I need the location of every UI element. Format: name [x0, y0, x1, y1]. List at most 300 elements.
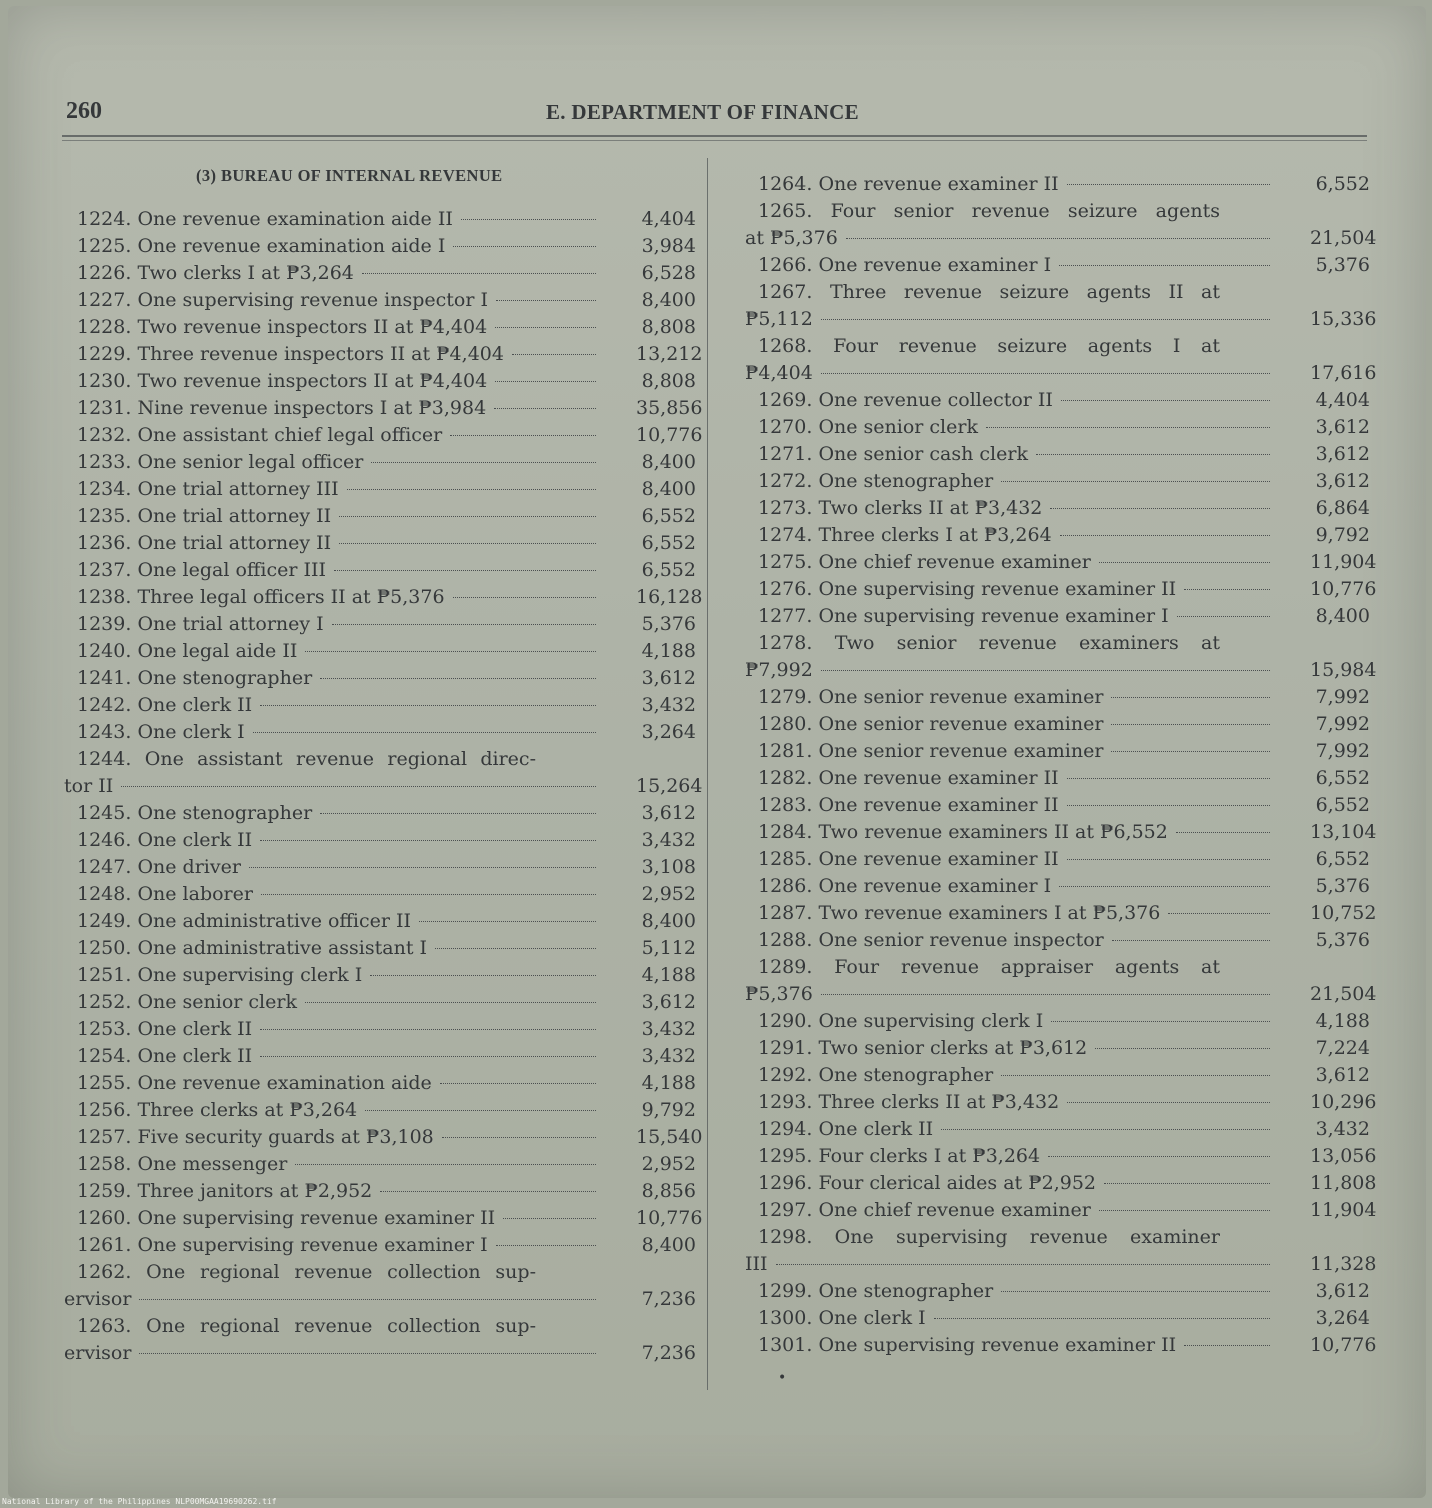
- line-item: [745, 765, 1370, 792]
- item-amount: 5,112: [641, 937, 696, 959]
- item-amount: 7,992: [1315, 740, 1370, 762]
- item-number: 1246.: [77, 829, 132, 851]
- item-amount: 8,400: [641, 289, 696, 311]
- item-amount: 9,792: [641, 1099, 696, 1121]
- item-description: One legal officer III: [137, 559, 327, 581]
- line-item: [64, 692, 696, 719]
- item-number: 1248.: [77, 883, 132, 905]
- item-amount: 2,952: [641, 883, 696, 905]
- item-number: 1299.: [758, 1280, 813, 1302]
- item-amount: 8,400: [641, 1234, 696, 1256]
- item-amount: 6,552: [1315, 794, 1370, 816]
- line-item: [64, 935, 696, 962]
- dot-leader: [370, 975, 596, 976]
- item-description: One assistant revenue regional direc-: [144, 748, 536, 770]
- item-description: One revenue examiner II: [818, 767, 1059, 789]
- line-item: [64, 1151, 696, 1178]
- item-number: 1255.: [77, 1072, 132, 1094]
- dot-leader: [332, 624, 596, 625]
- dot-leader: [1111, 724, 1270, 725]
- item-description: One supervising clerk I: [137, 964, 363, 986]
- dot-leader: [320, 678, 596, 679]
- item-description: One senior legal officer: [137, 451, 364, 473]
- item-description: Four clerks I at ₱3,264: [818, 1145, 1041, 1167]
- line-item: [64, 1205, 703, 1232]
- line-item: [745, 684, 1370, 711]
- item-description: One administrative officer II: [137, 910, 412, 932]
- item-amount: 8,400: [1315, 605, 1370, 627]
- item-amount: 6,552: [641, 532, 696, 554]
- item-description: One supervising revenue examiner: [834, 1226, 1220, 1248]
- item-amount: 8,856: [641, 1180, 696, 1202]
- item-amount: 5,376: [1315, 929, 1370, 951]
- dot-leader: [461, 219, 596, 220]
- item-description: Two revenue inspectors II at ₱4,404: [137, 370, 488, 392]
- item-description: Three clerks I at ₱3,264: [818, 524, 1052, 546]
- item-amount: 6,552: [1315, 173, 1370, 195]
- item-number: 1231.: [77, 397, 132, 419]
- item-amount: 3,612: [641, 991, 696, 1013]
- item-description: One trial attorney I: [137, 613, 324, 635]
- dot-leader: [261, 894, 596, 895]
- line-item: [64, 476, 696, 503]
- line-item: [745, 279, 1377, 333]
- dot-leader: [494, 408, 596, 409]
- item-description: Two senior clerks at ₱3,612: [818, 1037, 1088, 1059]
- item-number: 1263.: [77, 1315, 132, 1337]
- item-amount: 8,808: [641, 316, 696, 338]
- item-description: Two clerks II at ₱3,432: [818, 497, 1043, 519]
- dot-leader: [139, 1299, 596, 1300]
- dot-leader: [986, 427, 1270, 428]
- item-description: One stenographer: [818, 1064, 994, 1086]
- dot-leader: [934, 1318, 1270, 1319]
- dot-leader: [435, 948, 596, 949]
- line-item: [64, 665, 696, 692]
- item-description: Nine revenue inspectors I at ₱3,984: [137, 397, 487, 419]
- line-item: [64, 611, 696, 638]
- item-number: 1285.: [758, 848, 813, 870]
- line-item: [745, 900, 1377, 927]
- item-amount: 4,404: [641, 208, 696, 230]
- line-item: [64, 1124, 703, 1151]
- item-number: 1283.: [758, 794, 813, 816]
- line-item: [745, 819, 1377, 846]
- item-number: 1226.: [77, 262, 132, 284]
- line-item: [745, 873, 1370, 900]
- line-item: [64, 557, 696, 584]
- item-description: One chief revenue examiner: [818, 1199, 1091, 1221]
- item-description: One trial attorney III: [137, 478, 339, 500]
- item-number: 1265.: [758, 200, 813, 222]
- line-item: [745, 846, 1370, 873]
- line-item: [64, 260, 696, 287]
- item-amount: 6,552: [1315, 767, 1370, 789]
- line-item: [745, 1278, 1370, 1305]
- item-amount: 3,612: [1315, 416, 1370, 438]
- item-number: 1232.: [77, 424, 132, 446]
- item-amount: 21,504: [1310, 227, 1377, 249]
- item-amount: 3,432: [1315, 1118, 1370, 1140]
- item-amount: 3,432: [641, 829, 696, 851]
- line-item: [64, 1178, 696, 1205]
- line-item: [745, 711, 1370, 738]
- item-description: One supervising revenue examiner II: [818, 1334, 1177, 1356]
- line-item-text: [745, 333, 1220, 360]
- dot-leader: [821, 994, 1270, 995]
- line-item: [64, 341, 703, 368]
- dot-leader: [1001, 1291, 1270, 1292]
- item-amount: 15,984: [1310, 659, 1377, 681]
- dot-leader: [503, 1218, 596, 1219]
- item-description: Three clerks at ₱3,264: [137, 1099, 358, 1121]
- line-item: [745, 549, 1377, 576]
- item-amount: 11,328: [1310, 1253, 1377, 1275]
- line-item: [745, 954, 1377, 1008]
- item-amount: 4,188: [641, 1072, 696, 1094]
- dot-leader: [1099, 562, 1270, 563]
- line-item: [745, 1305, 1370, 1332]
- item-description: One supervising clerk I: [818, 1010, 1044, 1032]
- item-description: One clerk II: [137, 1045, 253, 1067]
- line-item: [64, 989, 696, 1016]
- item-number: 1259.: [77, 1180, 132, 1202]
- item-amount: 3,612: [1315, 1280, 1370, 1302]
- line-item: [64, 395, 703, 422]
- line-item: [64, 1259, 696, 1313]
- dot-leader: [1184, 589, 1270, 590]
- dot-leader: [249, 867, 596, 868]
- item-amount: 2,952: [641, 1153, 696, 1175]
- line-item: [64, 1097, 696, 1124]
- dot-leader: [260, 1029, 596, 1030]
- item-description: One assistant chief legal officer: [137, 424, 443, 446]
- item-number: 1229.: [77, 343, 132, 365]
- item-number: 1286.: [758, 875, 813, 897]
- item-description: One senior clerk: [818, 416, 978, 438]
- item-description: One stenographer: [137, 667, 313, 689]
- line-item: [745, 1332, 1377, 1359]
- item-description: Two clerks I at ₱3,264: [137, 262, 354, 284]
- item-amount: 3,612: [641, 802, 696, 824]
- item-amount: 3,984: [641, 235, 696, 257]
- line-item: [745, 198, 1377, 252]
- line-item: [64, 1070, 696, 1097]
- item-amount: 15,264: [636, 775, 703, 797]
- item-number: 1260.: [77, 1207, 132, 1229]
- item-number: 1272.: [758, 470, 813, 492]
- dot-leader: [419, 921, 596, 922]
- dot-leader: [440, 1083, 596, 1084]
- line-item: [64, 314, 696, 341]
- dot-leader: [821, 373, 1270, 374]
- item-description: One revenue examiner II: [818, 848, 1059, 870]
- dot-leader: [334, 570, 596, 571]
- item-description: One trial attorney II: [137, 532, 332, 554]
- dot-leader: [260, 705, 596, 706]
- item-description-continued: ervisor: [64, 1342, 132, 1364]
- item-description: One trial attorney II: [137, 505, 332, 527]
- item-description: One revenue examination aide: [137, 1072, 432, 1094]
- item-number: 1243.: [77, 721, 132, 743]
- item-number: 1227.: [77, 289, 132, 311]
- item-number: 1298.: [758, 1226, 813, 1248]
- item-number: 1290.: [758, 1010, 813, 1032]
- dot-leader: [442, 1137, 596, 1138]
- item-number: 1288.: [758, 929, 813, 951]
- item-number: 1294.: [758, 1118, 813, 1140]
- item-number: 1244.: [77, 748, 132, 770]
- item-amount: 10,776: [1310, 578, 1377, 600]
- item-number: 1297.: [758, 1199, 813, 1221]
- item-description: One stenographer: [137, 802, 313, 824]
- line-item: [745, 576, 1377, 603]
- line-item-text: [745, 630, 1220, 657]
- item-number: 1258.: [77, 1153, 132, 1175]
- dot-leader: [1067, 859, 1270, 860]
- line-item: [745, 414, 1370, 441]
- item-description-continued: ervisor: [64, 1288, 132, 1310]
- item-description: One clerk I: [818, 1307, 926, 1329]
- item-amount: 7,992: [1315, 686, 1370, 708]
- item-number: 1284.: [758, 821, 813, 843]
- item-amount: 9,792: [1315, 524, 1370, 546]
- item-description: Two senior revenue examiners at: [834, 632, 1220, 654]
- dot-leader: [1001, 1075, 1270, 1076]
- dot-leader: [1001, 481, 1270, 482]
- scan-footer: National Library of the Philippines NLP00MGAA19690262.tif: [2, 1497, 277, 1506]
- item-description: One clerk II: [818, 1118, 934, 1140]
- item-amount: 7,224: [1315, 1037, 1370, 1059]
- line-item: [745, 1170, 1377, 1197]
- dot-leader: [1067, 1102, 1270, 1103]
- item-amount: 13,212: [636, 343, 703, 365]
- item-number: 1251.: [77, 964, 132, 986]
- item-number: 1230.: [77, 370, 132, 392]
- item-description: One revenue examiner II: [818, 173, 1059, 195]
- item-amount: 4,188: [641, 964, 696, 986]
- item-amount: 4,188: [1315, 1010, 1370, 1032]
- item-description: One driver: [137, 856, 241, 878]
- item-description: One regional revenue collection sup-: [146, 1315, 536, 1337]
- item-description: One clerk II: [137, 1018, 253, 1040]
- item-description: One messenger: [137, 1153, 288, 1175]
- item-number: 1228.: [77, 316, 132, 338]
- dot-leader: [776, 1264, 1270, 1265]
- item-description: One supervising revenue examiner I: [818, 605, 1169, 627]
- item-description: One chief revenue examiner: [818, 551, 1091, 573]
- item-description: Three revenue seizure agents II at: [829, 281, 1220, 303]
- item-amount: 5,376: [1315, 875, 1370, 897]
- line-item: [745, 738, 1370, 765]
- right-column: [745, 171, 1377, 1359]
- line-item: [745, 1143, 1377, 1170]
- dot-leader: [453, 597, 596, 598]
- item-number: 1271.: [758, 443, 813, 465]
- item-amount: 35,856: [636, 397, 703, 419]
- line-item: [64, 638, 696, 665]
- item-number: 1237.: [77, 559, 132, 581]
- item-amount: 3,612: [1315, 1064, 1370, 1086]
- item-description: One revenue examiner I: [818, 875, 1052, 897]
- dot-leader: [362, 273, 596, 274]
- line-item: [745, 927, 1370, 954]
- item-description: Four revenue appraiser agents at: [834, 956, 1220, 978]
- item-amount: 3,264: [641, 721, 696, 743]
- item-number: 1289.: [758, 956, 813, 978]
- line-item: [64, 962, 696, 989]
- item-amount: 3,612: [1315, 443, 1370, 465]
- line-item: [64, 746, 703, 800]
- item-description: One supervising revenue examiner II: [818, 578, 1177, 600]
- dot-leader: [1061, 400, 1270, 401]
- item-amount: 3,432: [641, 694, 696, 716]
- item-number: 1245.: [77, 802, 132, 824]
- dot-leader: [1060, 535, 1270, 536]
- item-amount: 8,400: [641, 910, 696, 932]
- dot-leader: [821, 670, 1270, 671]
- line-item: [64, 422, 703, 449]
- item-description-continued: at ₱5,376: [745, 227, 838, 249]
- item-description: Two revenue examiners I at ₱5,376: [818, 902, 1161, 924]
- item-amount: 5,376: [641, 613, 696, 635]
- item-number: 1256.: [77, 1099, 132, 1121]
- dot-leader: [1177, 616, 1270, 617]
- dot-leader: [496, 300, 596, 301]
- item-number: 1267.: [758, 281, 813, 303]
- dot-leader: [1184, 1345, 1270, 1346]
- item-amount: 8,400: [641, 478, 696, 500]
- dot-leader: [496, 1245, 596, 1246]
- item-description: One senior cash clerk: [818, 443, 1028, 465]
- item-amount: 3,264: [1315, 1307, 1370, 1329]
- item-description: Two revenue inspectors II at ₱4,404: [137, 316, 488, 338]
- item-amount: 6,864: [1315, 497, 1370, 519]
- item-number: 1292.: [758, 1064, 813, 1086]
- item-description: One senior revenue examiner: [818, 686, 1104, 708]
- line-item-text: [745, 198, 1220, 225]
- item-number: 1280.: [758, 713, 813, 735]
- item-description-continued: ₱5,376: [745, 983, 813, 1005]
- dot-leader: [1095, 1048, 1270, 1049]
- item-description: One clerk II: [137, 694, 253, 716]
- item-number: 1266.: [758, 254, 813, 276]
- dot-leader: [339, 543, 596, 544]
- dot-leader: [1059, 265, 1270, 266]
- item-amount: 3,432: [641, 1018, 696, 1040]
- item-amount: 13,104: [1310, 821, 1377, 843]
- item-amount: 3,108: [641, 856, 696, 878]
- line-item: [64, 1313, 696, 1367]
- item-number: 1240.: [77, 640, 132, 662]
- item-number: 1241.: [77, 667, 132, 689]
- item-number: 1262.: [77, 1261, 132, 1283]
- item-amount: 7,992: [1315, 713, 1370, 735]
- item-number: 1261.: [77, 1234, 132, 1256]
- item-number: 1273.: [758, 497, 813, 519]
- item-number: 1247.: [77, 856, 132, 878]
- item-description: One legal aide II: [137, 640, 298, 662]
- item-number: 1250.: [77, 937, 132, 959]
- dot-leader: [1067, 805, 1270, 806]
- line-item: [745, 495, 1370, 522]
- dot-leader: [450, 435, 596, 436]
- item-number: 1270.: [758, 416, 813, 438]
- dot-leader: [1168, 913, 1270, 914]
- dot-leader: [846, 238, 1270, 239]
- dot-leader: [1111, 697, 1270, 698]
- dot-leader: [260, 1056, 596, 1057]
- line-item: [64, 368, 696, 395]
- dot-leader: [253, 732, 596, 733]
- line-item: [64, 854, 696, 881]
- line-item: [745, 333, 1377, 387]
- item-number: 1224.: [77, 208, 132, 230]
- line-item: [745, 792, 1370, 819]
- item-amount: 8,400: [641, 451, 696, 473]
- item-description: One administrative assistant I: [137, 937, 428, 959]
- item-description: One supervising revenue examiner II: [137, 1207, 496, 1229]
- line-item-text: [745, 1224, 1220, 1251]
- item-description: One stenographer: [818, 470, 994, 492]
- item-description: Three janitors at ₱2,952: [137, 1180, 373, 1202]
- item-description-continued: ₱7,992: [745, 659, 813, 681]
- item-amount: 7,236: [641, 1342, 696, 1364]
- line-item-text: [64, 746, 536, 773]
- dot-leader: [495, 327, 596, 328]
- item-number: 1225.: [77, 235, 132, 257]
- item-number: 1279.: [758, 686, 813, 708]
- item-description: Four senior revenue seizure agents: [830, 200, 1220, 222]
- item-number: 1287.: [758, 902, 813, 924]
- item-description: One supervising revenue inspector I: [137, 289, 488, 311]
- dot-leader: [821, 319, 1270, 320]
- dot-leader: [305, 651, 596, 652]
- line-item: [745, 387, 1370, 414]
- item-amount: 4,188: [641, 640, 696, 662]
- item-number: 1282.: [758, 767, 813, 789]
- item-amount: 6,528: [641, 262, 696, 284]
- line-item-text: [64, 1259, 536, 1286]
- item-description: Two revenue examiners II at ₱6,552: [818, 821, 1168, 843]
- line-item: [64, 530, 696, 557]
- item-description: One revenue examiner II: [818, 794, 1059, 816]
- item-amount: 3,612: [1315, 470, 1370, 492]
- dot-leader: [260, 840, 596, 841]
- item-description: Four revenue seizure agents I at: [833, 335, 1220, 357]
- item-amount: 6,552: [641, 559, 696, 581]
- dot-leader: [1176, 832, 1270, 833]
- line-item: [745, 171, 1370, 198]
- item-description: Three revenue inspectors II at ₱4,404: [137, 343, 504, 365]
- item-amount: 17,616: [1310, 362, 1377, 384]
- dot-leader: [320, 813, 596, 814]
- line-item: [64, 233, 696, 260]
- dot-leader: [1112, 940, 1270, 941]
- item-description: One senior revenue examiner: [818, 713, 1104, 735]
- item-number: 1234.: [77, 478, 132, 500]
- dot-leader: [1059, 886, 1270, 887]
- item-description: One clerk I: [137, 721, 245, 743]
- item-amount: 16,128: [636, 586, 703, 608]
- item-description: One laborer: [137, 883, 253, 905]
- item-number: 1277.: [758, 605, 813, 627]
- item-amount: 5,376: [1315, 254, 1370, 276]
- item-number: 1253.: [77, 1018, 132, 1040]
- item-amount: 6,552: [641, 505, 696, 527]
- item-number: 1235.: [77, 505, 132, 527]
- dot-leader: [1036, 454, 1270, 455]
